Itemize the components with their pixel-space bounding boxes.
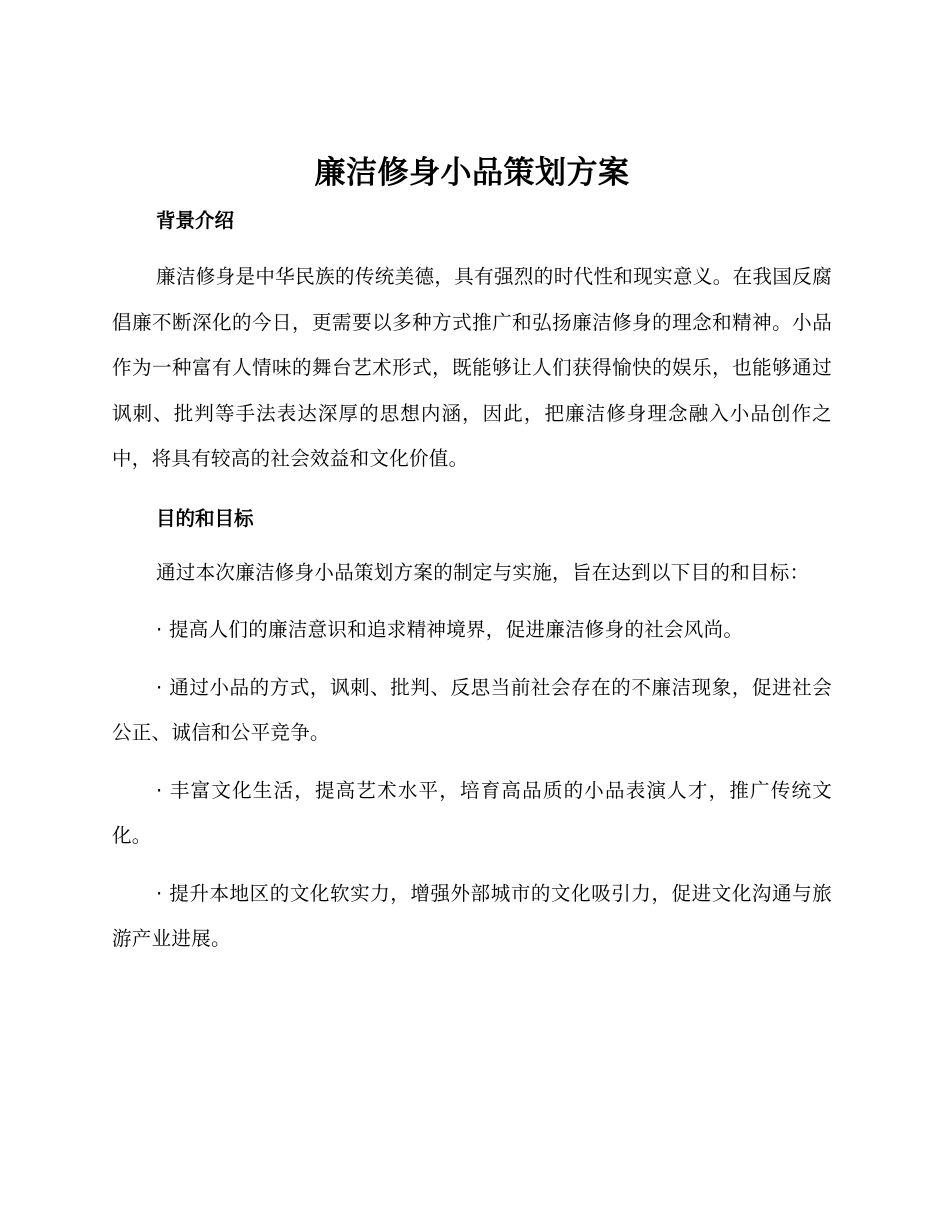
background-paragraph: 廉洁修身是中华民族的传统美德，具有强烈的时代性和现实意义。在我国反腐倡廉不断深化的今日，更需要以多种方式推广和弘扬廉洁修身的理念和精神。小品作为一种富有人情味的舞台艺术形式，既能够让人们获得愉快的娱乐，也能够通过讽刺、批判等手法表达深厚的思想内涵，因此，把廉洁修身理念融入小品创作之中，将具有较高的社会效益和文化价值。	[112, 265, 832, 470]
section-heading-goals: 目的和目标	[156, 506, 254, 530]
goal-bullet-item: · 丰富文化生活，提高艺术水平，培育高品质的小品表演人才，推广传统文化。	[112, 778, 832, 847]
section-goals	[112, 504, 832, 962]
document-title: 廉洁修身小品策划方案	[314, 155, 630, 191]
section-heading-background: 背景介绍	[156, 209, 235, 232]
goal-bullet-item: · 提高人们的廉洁意识和追求精神境界，促进廉洁修身的社会风尚。	[156, 618, 744, 641]
document-page	[112, 148, 832, 962]
goals-intro-paragraph: 通过本次廉洁修身小品策划方案的制定与实施，旨在达到以下目的和目标：	[156, 560, 810, 584]
section-background	[112, 206, 832, 482]
goal-bullet-item: · 通过小品的方式，讽刺、批判、反思当前社会存在的不廉洁现象，促进社会公正、诚信和公平竞争。	[112, 675, 832, 744]
goal-bullet-item: · 提升本地区的文化软实力，增强外部城市的文化吸引力，促进文化沟通与旅游产业进展。	[112, 881, 832, 950]
